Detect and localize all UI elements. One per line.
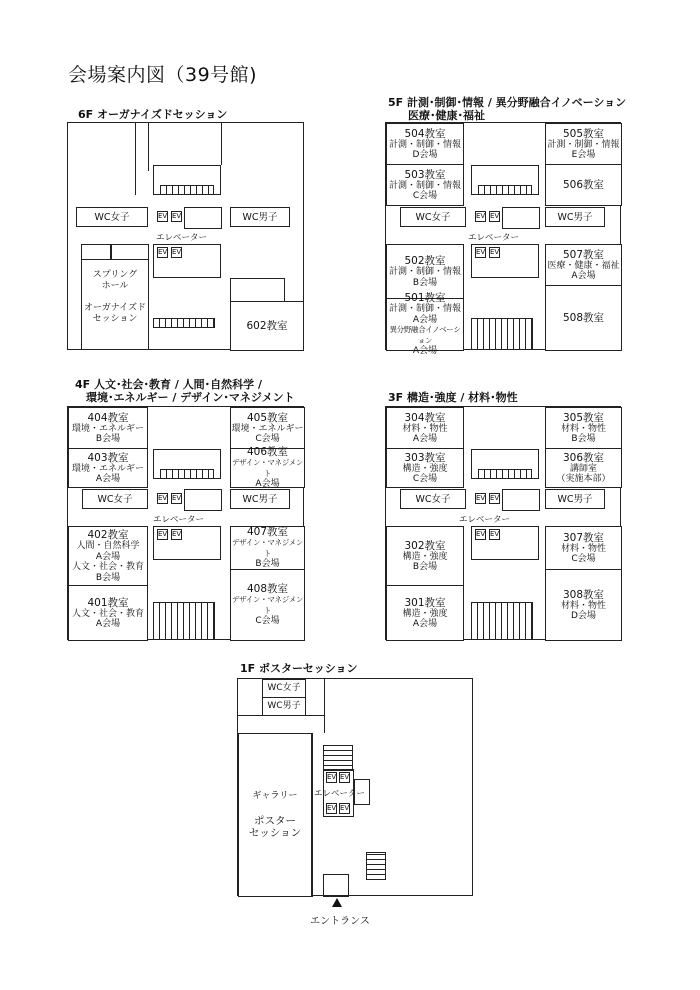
elevator-icon: EV bbox=[327, 804, 337, 812]
room-303: 303教室 構造・強度 C会場 bbox=[386, 448, 464, 488]
elevator-icon: EV bbox=[172, 530, 182, 538]
room-507: 507教室 医療・健康・福祉 A会場 bbox=[545, 244, 622, 286]
elevator-icon: EV bbox=[158, 494, 168, 502]
entrance-label: エントランス bbox=[310, 916, 370, 927]
wc-female-3f: WC女子 bbox=[400, 489, 466, 509]
room-405: 405教室 環境・エネルギー C会場 bbox=[230, 407, 305, 449]
elevator-icon: EV bbox=[158, 248, 168, 256]
room-305: 305教室 材料・物性 B会場 bbox=[545, 407, 622, 449]
wc-female-1f: WC女子 bbox=[262, 679, 306, 698]
floor-5f-label: 5F 計測･制御･情報 / 異分野融合イノベーション bbox=[388, 96, 627, 109]
wc-female-5f: WC女子 bbox=[400, 207, 466, 227]
elevator-icon: EV bbox=[172, 494, 182, 502]
wc-male-3f: WC男子 bbox=[545, 489, 605, 509]
room-501: 501教室 計測・制御・情報 A会場 異分野融合イノベーション A会場 bbox=[386, 298, 464, 351]
elevator-label: エレベーター bbox=[314, 789, 366, 799]
elevator-icon: EV bbox=[490, 212, 500, 220]
elevator-icon: EV bbox=[158, 530, 168, 538]
elevator-icon: EV bbox=[172, 248, 182, 256]
wc-female-6f: WC女子 bbox=[76, 207, 148, 227]
room-403: 403教室 環境・エネルギー A会場 bbox=[68, 448, 148, 488]
elevator-icon: EV bbox=[490, 494, 500, 502]
floor-6f-plan bbox=[67, 122, 304, 350]
floor-4f-label-2: 環境･エネルギー / デザイン･マネジメント bbox=[86, 391, 295, 404]
room-506: 506教室 bbox=[545, 164, 622, 206]
wc-female-4f: WC女子 bbox=[82, 489, 148, 509]
room-508: 508教室 bbox=[545, 285, 622, 351]
room-307: 307教室 材料・物性 C会場 bbox=[545, 526, 622, 570]
elevator-label: エレベーター bbox=[153, 515, 205, 525]
room-407: 407教室 デザイン・マネジメント B会場 bbox=[231, 526, 304, 570]
elevator-icon: EV bbox=[476, 248, 486, 256]
room-502: 502教室 計測・制御・情報 B会場 bbox=[386, 244, 464, 299]
floor-3f-plan bbox=[385, 406, 621, 640]
wc-male-6f: WC男子 bbox=[230, 207, 290, 227]
elevator-icon: EV bbox=[172, 212, 182, 220]
floor-4f-label: 4F 人文･社会･教育 / 人間･自然科学 / bbox=[75, 378, 263, 391]
room-504: 504教室 計測・制御・情報 D会場 bbox=[386, 123, 464, 165]
elevator-icon: EV bbox=[476, 530, 486, 538]
room-304: 304教室 材料・物性 A会場 bbox=[386, 407, 464, 449]
room-404: 404教室 環境・エネルギー B会場 bbox=[68, 407, 148, 449]
elevator-icon: EV bbox=[476, 494, 486, 502]
room-308: 308教室 材料・物性 D会場 bbox=[545, 569, 622, 641]
floor-5f-label-2: 医療･健康･福祉 bbox=[408, 109, 485, 122]
elevator-label: エレベーター bbox=[459, 515, 511, 525]
room-302: 302教室 構造・強度 B会場 bbox=[386, 526, 464, 586]
room-602: 602教室 bbox=[230, 301, 304, 351]
elevator-icon: EV bbox=[340, 804, 350, 812]
floor-1f-label: 1F ポスターセッション bbox=[240, 662, 358, 675]
room-401: 401教室 人文・社会・教育 A会場 bbox=[68, 585, 148, 641]
spring-hall: スプリング ホール オーガナイズド セッション bbox=[81, 244, 149, 350]
floor-6f-label: 6F オーガナイズドセッション bbox=[78, 108, 228, 121]
elevator-icon: EV bbox=[476, 212, 486, 220]
entrance-arrow-icon bbox=[332, 898, 342, 907]
room-306: 306教室 講師室 （実施本部） bbox=[545, 448, 622, 488]
room-301: 301教室 構造・強度 A会場 bbox=[386, 585, 464, 641]
wc-male-1f: WC男子 bbox=[262, 697, 306, 716]
elevator-icon: EV bbox=[158, 212, 168, 220]
floor-3f-label: 3F 構造･強度 / 材料･物性 bbox=[388, 391, 518, 404]
elevator-icon: EV bbox=[340, 773, 350, 781]
page-title: 会場案内図（39号館) bbox=[68, 64, 258, 86]
room-402: 402教室 人間・自然科学 A会場 人文・社会・教育 B会場 bbox=[68, 526, 148, 586]
room-503: 503教室 計測・制御・情報 C会場 bbox=[386, 164, 464, 206]
gallery-poster-area: ギャラリー ポスター セッション bbox=[238, 733, 312, 897]
wc-male-4f: WC男子 bbox=[230, 489, 290, 509]
floor-1f-plan bbox=[237, 678, 473, 896]
room-505: 505教室 計測・制御・情報 E会場 bbox=[545, 123, 622, 165]
elevator-icon: EV bbox=[327, 773, 337, 781]
room-408: 408教室 デザイン・マネジメント C会場 bbox=[230, 569, 305, 641]
floor-5f-plan bbox=[385, 122, 621, 357]
wc-male-5f: WC男子 bbox=[545, 207, 605, 227]
room-406: 406教室 デザイン・マネジメント A会場 bbox=[231, 446, 304, 490]
elevator-label: エレベーター bbox=[468, 233, 520, 243]
elevator-icon: EV bbox=[490, 248, 500, 256]
elevator-label: エレベーター bbox=[156, 233, 208, 243]
floor-4f-plan bbox=[67, 406, 304, 640]
elevator-icon: EV bbox=[490, 530, 500, 538]
